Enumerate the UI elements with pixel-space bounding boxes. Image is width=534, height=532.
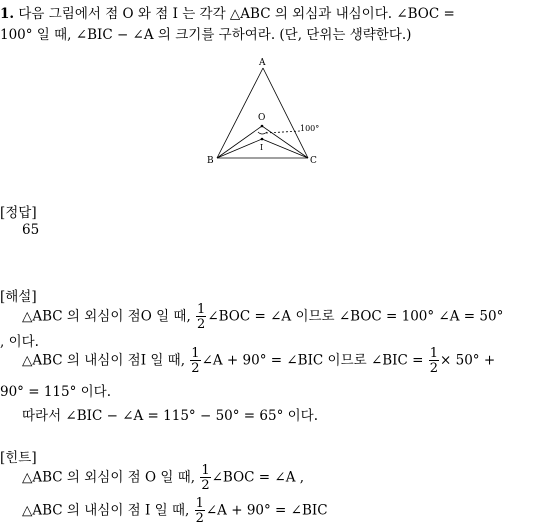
solution-text: ∠A + 90° = ∠BIC 이므로 ∠BIC = — [201, 352, 424, 369]
side-ac — [263, 68, 308, 158]
numerator: 1 — [197, 302, 206, 317]
solution-text: △ABC 의 외심이 점O 일 때, — [22, 308, 191, 325]
solution-line-3: 따라서 ∠BIC − ∠A = 115° − 50° = 65° 이다. — [22, 408, 318, 424]
question-number: 1. — [0, 6, 15, 22]
fraction — [429, 347, 439, 375]
label-b: B — [207, 156, 214, 166]
denominator: 2 — [197, 317, 206, 332]
hint-line-1 — [22, 464, 304, 492]
hint-text: △ABC 의 외심이 점 O 일 때, — [22, 469, 196, 486]
label-o: O — [258, 113, 266, 123]
solution-line-1 — [22, 303, 503, 331]
solution-text: × 50° + — [440, 352, 496, 369]
question-text-1: 다음 그림에서 점 O 와 점 I 는 각각 △ABC 의 외심과 내심이다. ∠BOC = — [18, 6, 455, 22]
question-line-1 — [0, 2, 455, 22]
solution-line-2-cont: 90° = 115° 이다. — [0, 384, 112, 400]
triangle-figure — [200, 52, 330, 172]
label-i: I — [260, 143, 264, 152]
solution-header: [해설] — [0, 289, 37, 305]
angle-arc — [258, 132, 267, 134]
denominator: 2 — [191, 361, 200, 376]
denominator: 2 — [195, 511, 204, 526]
angle-value-label: 100° — [300, 124, 320, 133]
fraction — [190, 347, 200, 375]
fraction — [196, 303, 206, 331]
question-line-2 — [0, 23, 411, 43]
point-o — [261, 125, 264, 128]
denominator: 2 — [429, 361, 439, 376]
hint-text: ∠BOC = ∠A , — [211, 469, 305, 486]
numerator: 1 — [429, 346, 439, 361]
side-ab — [217, 68, 266, 158]
solution-line-1-cont: , 이다. — [0, 334, 39, 350]
numerator: 1 — [201, 463, 210, 478]
hint-text: ∠A + 90° = ∠BIC — [205, 502, 328, 519]
numerator: 1 — [195, 496, 204, 511]
solution-text: △ABC 의 내심이 점I 일 때, — [22, 352, 185, 369]
denominator: 2 — [201, 478, 210, 493]
point-i — [261, 138, 264, 141]
label-c: C — [310, 156, 317, 166]
solution-text: ∠BOC = ∠A 이므로 ∠BOC = 100° ∠A = 50° — [207, 308, 504, 325]
question-text-2: 100° 일 때, ∠BIC − ∠A 의 크기를 구하여라. (단, 단위는 생략한다.) — [0, 27, 412, 43]
fraction — [195, 497, 205, 525]
hint-header: [힌트] — [0, 450, 37, 466]
label-a: A — [259, 58, 266, 68]
numerator: 1 — [191, 346, 200, 361]
hint-line-2 — [22, 497, 328, 525]
solution-line-2 — [22, 347, 495, 375]
answer-header: [정답] — [0, 205, 37, 221]
hint-text: △ABC 의 내심이 점 I 일 때, — [22, 502, 190, 519]
answer-value: 65 — [22, 222, 40, 238]
fraction — [200, 464, 210, 492]
